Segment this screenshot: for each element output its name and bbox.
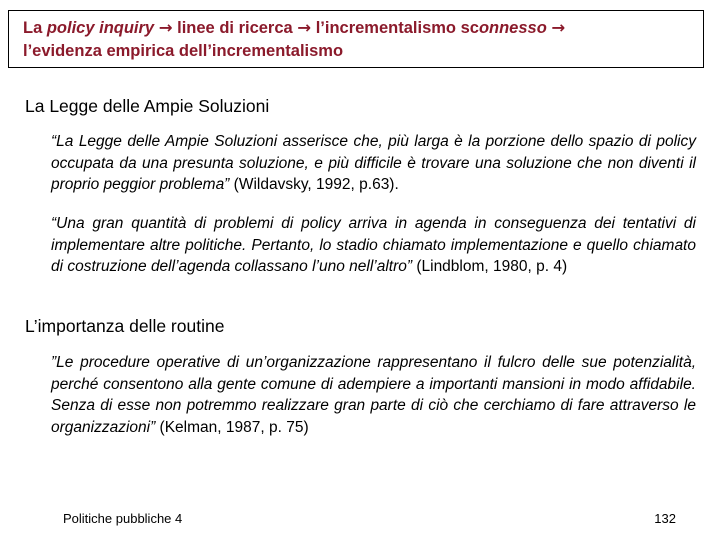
header-text-part: La	[23, 19, 47, 37]
quote-citation: (Lindblom, 1980, p. 4)	[412, 258, 568, 275]
section-title-ampie-soluzioni: La Legge delle Ampie Soluzioni	[25, 96, 270, 116]
quote-text: “Una gran quantità di problemi di policy arriva in agenda in conseguenza dei tentativi di implementare altre politiche. Pertanto, lo stadio chiamato implementazione e quello chiamato di costruzione dell’agenda collassano l’uno nell’altro”	[51, 215, 696, 275]
header-line-1	[23, 16, 693, 40]
quote-kelman	[51, 352, 696, 438]
slide-header	[8, 10, 704, 68]
quote-text: ”Le procedure operative di un’organizzazione rappresentano il fulcro delle sue potenzialità, perché consentono alla gente comune di adempiere a importanti mansioni in modo affidabile. Senza di esse non potremmo realizzare gran parte di ciò che cerchiamo di fare attraverso le organizzazioni”	[51, 354, 696, 436]
quote-lindblom	[51, 213, 696, 278]
quote-citation: (Kelman, 1987, p. 75)	[155, 418, 309, 436]
header-italic-text: policy inquiry	[46, 19, 155, 37]
header-text-part: linee di ricerca	[172, 19, 298, 37]
page-number: 132	[654, 511, 676, 526]
header-line-2: l’evidenza empirica dell’incrementalismo	[23, 42, 344, 60]
footer-course-title: Politiche pubbliche 4	[63, 511, 183, 526]
quote-text: “La Legge delle Ampie Soluzioni asserisce che, più larga è la porzione dello spazio di policy occupata da una presunta soluzione, e più difficile è trovare una soluzione che non diventi il proprio peggior problema”	[51, 133, 696, 193]
arrow-right-icon: →	[158, 18, 173, 37]
arrow-right-icon: →	[297, 18, 312, 37]
quote-wildavsky	[51, 131, 696, 196]
arrow-right-icon: →	[551, 18, 566, 37]
section-title-routine: L’importanza delle routine	[25, 316, 225, 336]
quote-citation: (Wildavsky, 1992, p.63).	[229, 176, 399, 193]
header-italic-text: onnesso	[478, 19, 547, 37]
header-text-part: l’incrementalismo sc	[311, 19, 479, 37]
